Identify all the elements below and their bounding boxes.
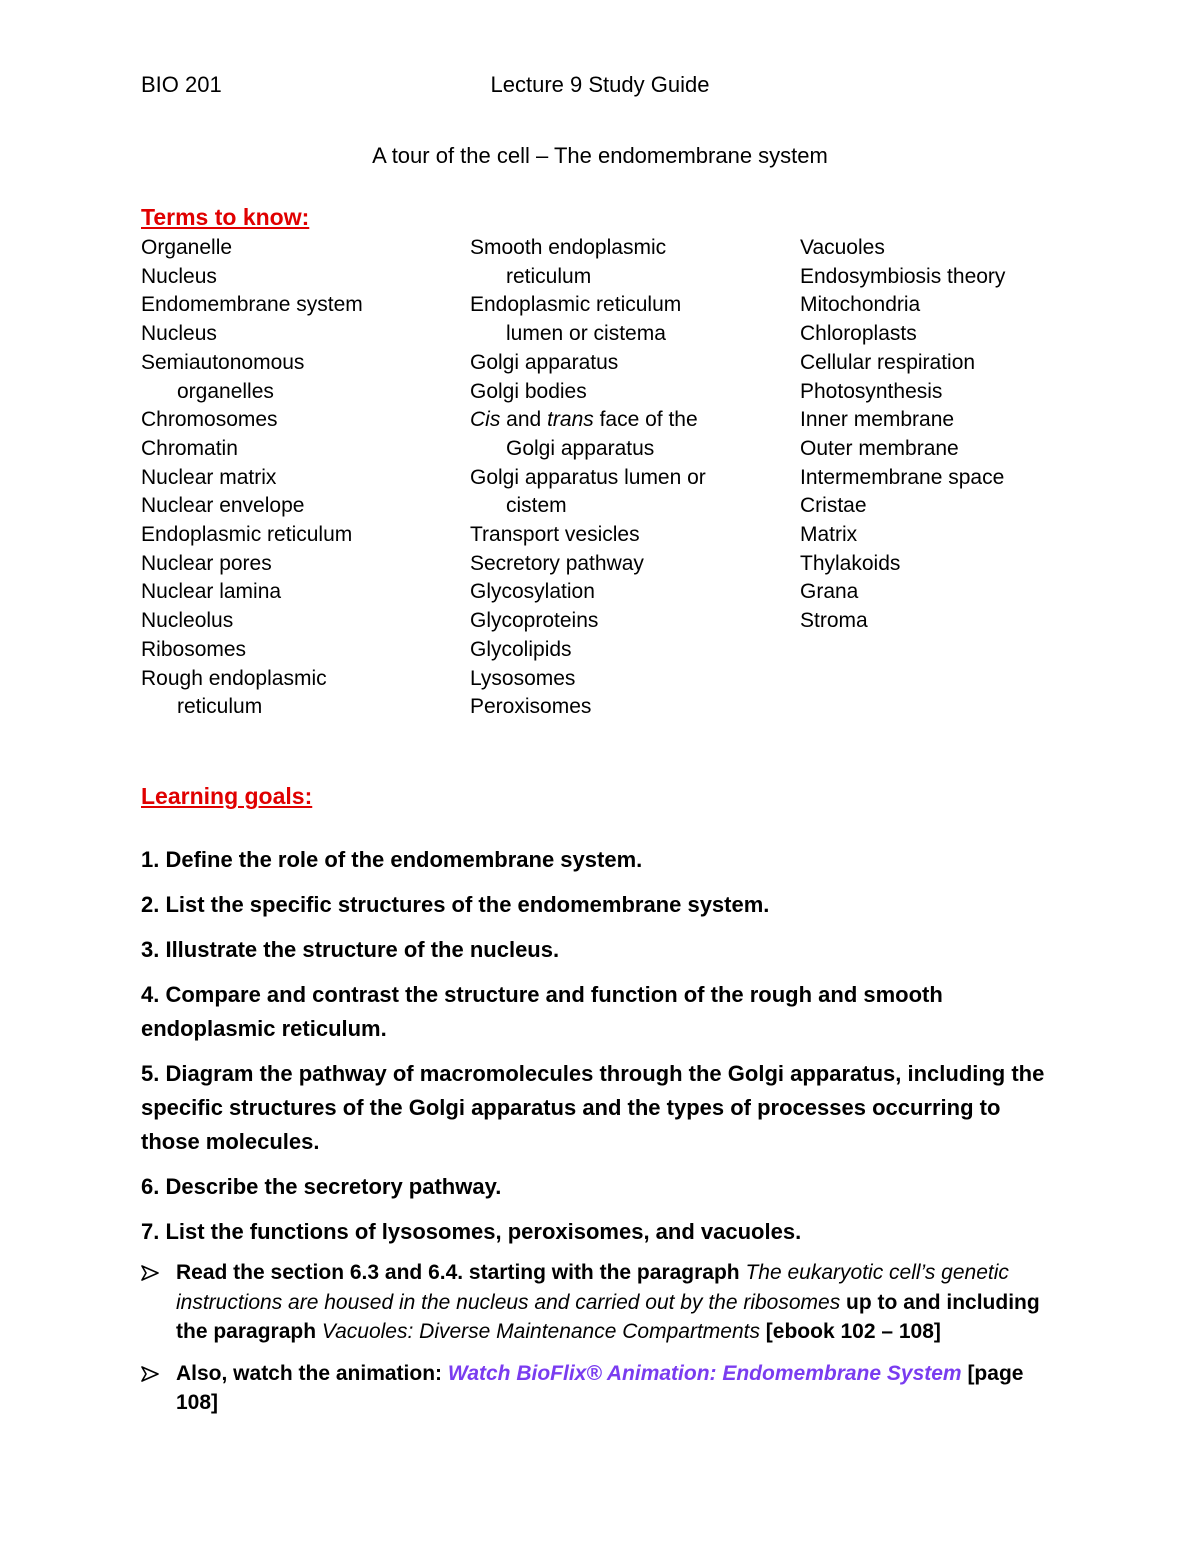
term: Transport vesicles [470,523,640,547]
reading-bullets [141,1258,1071,1430]
term: Golgi apparatus [470,350,619,374]
term-text: Semiautonomous organelles [141,350,305,403]
term: Lysosomes [470,666,576,690]
term [470,464,790,521]
term: Golgi bodies [470,379,587,403]
term: Secretory pathway [470,551,644,575]
term: Inner membrane [800,408,955,432]
terms-column-2 [470,234,790,722]
term: Nuclear pores [141,551,272,575]
term: Nucleolus [141,609,234,633]
term: Matrix [800,523,858,547]
term-text: Rough endoplasmic reticulum [141,666,327,719]
goal-item: 4. Compare and contrast the structure and function of the rough and smooth endoplasmic reticulum. [141,982,943,1041]
goals-list [141,843,1061,1260]
goal-item: 2. List the specific structures of the endomembrane system. [141,892,770,917]
course-code: BIO 201 [141,72,222,97]
term-cis-trans [470,406,790,463]
term: Glycoproteins [470,609,599,633]
term [470,291,790,348]
goal-item: 5. Diagram the pathway of macromolecules through the Golgi apparatus, including the specific structures of the Golgi apparatus and the types of processes occurring to those molecules. [141,1061,1045,1154]
arrow-bullet-icon [141,1265,159,1281]
term: Glycosylation [470,580,595,604]
term: Nuclear lamina [141,580,282,604]
term: Chromatin [141,436,238,460]
term: Stroma [800,609,868,633]
lecture-title: Lecture 9 Study Guide [490,72,710,97]
term: Grana [800,580,859,604]
term: Glycolipids [470,637,572,661]
term: Nucleus [141,322,217,346]
reading-quote-end: Vacuoles: Diverse Maintenance Compartments [321,1320,760,1343]
animation-bullet [141,1359,1071,1418]
goal-item: 6. Describe the secretory pathway. [141,1174,502,1199]
term: Photosynthesis [800,379,943,403]
term: Cristae [800,494,867,518]
term-text: Endoplasmic reticulum lumen or cistema [470,293,682,346]
goal-item: 1. Define the role of the endomembrane system. [141,847,643,872]
goal-item: 3. Illustrate the structure of the nucleus. [141,937,560,962]
reading-quote-start: The eukaryotic cell’s genetic instructions are housed in the nucleus and carried out by the ribosomes [176,1261,1009,1314]
term-text: Cis and trans face of the Golgi apparatus [470,408,698,460]
animation-page: [page 108] [176,1361,1024,1414]
term: Organelle [141,236,233,259]
terms-column-3 [800,234,1130,636]
term: Vacuoles [800,236,885,259]
term [141,665,461,722]
reading-mid: up to and including the paragraph [176,1290,1040,1343]
term: Chloroplasts [800,322,917,346]
term: Endoplasmic reticulum [141,523,353,547]
term-text: Smooth endoplasmic reticulum [470,236,667,288]
reading-pages: [ebook 102 – 108] [759,1320,941,1343]
animation-lead: Also, watch the animation: [176,1361,448,1385]
term: Endomembrane system [141,293,363,317]
term: Ribosomes [141,637,247,661]
term: Endosymbiosis theory [800,264,1006,288]
term: Outer membrane [800,436,959,460]
term: Nuclear envelope [141,494,305,518]
term [470,234,790,291]
terms-column-1 [141,234,461,722]
term: Cellular respiration [800,350,976,374]
goal-item: 7. List the functions of lysosomes, peroxisomes, and vacuoles. [141,1219,802,1244]
term: Chromosomes [141,408,278,432]
reading-lead: Read the section 6.3 and 6.4. starting with the paragraph [176,1261,746,1284]
terms-heading: Terms to know: [141,204,310,230]
goals-heading: Learning goals: [141,783,313,809]
bioflix-animation-link[interactable]: Watch BioFlix® Animation: Endomembrane System [447,1361,962,1385]
term: Mitochondria [800,293,921,317]
term: Nuclear matrix [141,465,277,489]
term-text: Golgi apparatus lumen or cistem [470,465,706,518]
term: Intermembrane space [800,465,1005,489]
term: Nucleus [141,264,217,288]
page-subtitle: A tour of the cell – The endomembrane system [372,143,828,168]
term [141,349,461,406]
term: Thylakoids [800,551,901,575]
reading-bullet [141,1258,1071,1347]
term: Peroxisomes [470,695,592,719]
arrow-bullet-icon [141,1366,159,1382]
